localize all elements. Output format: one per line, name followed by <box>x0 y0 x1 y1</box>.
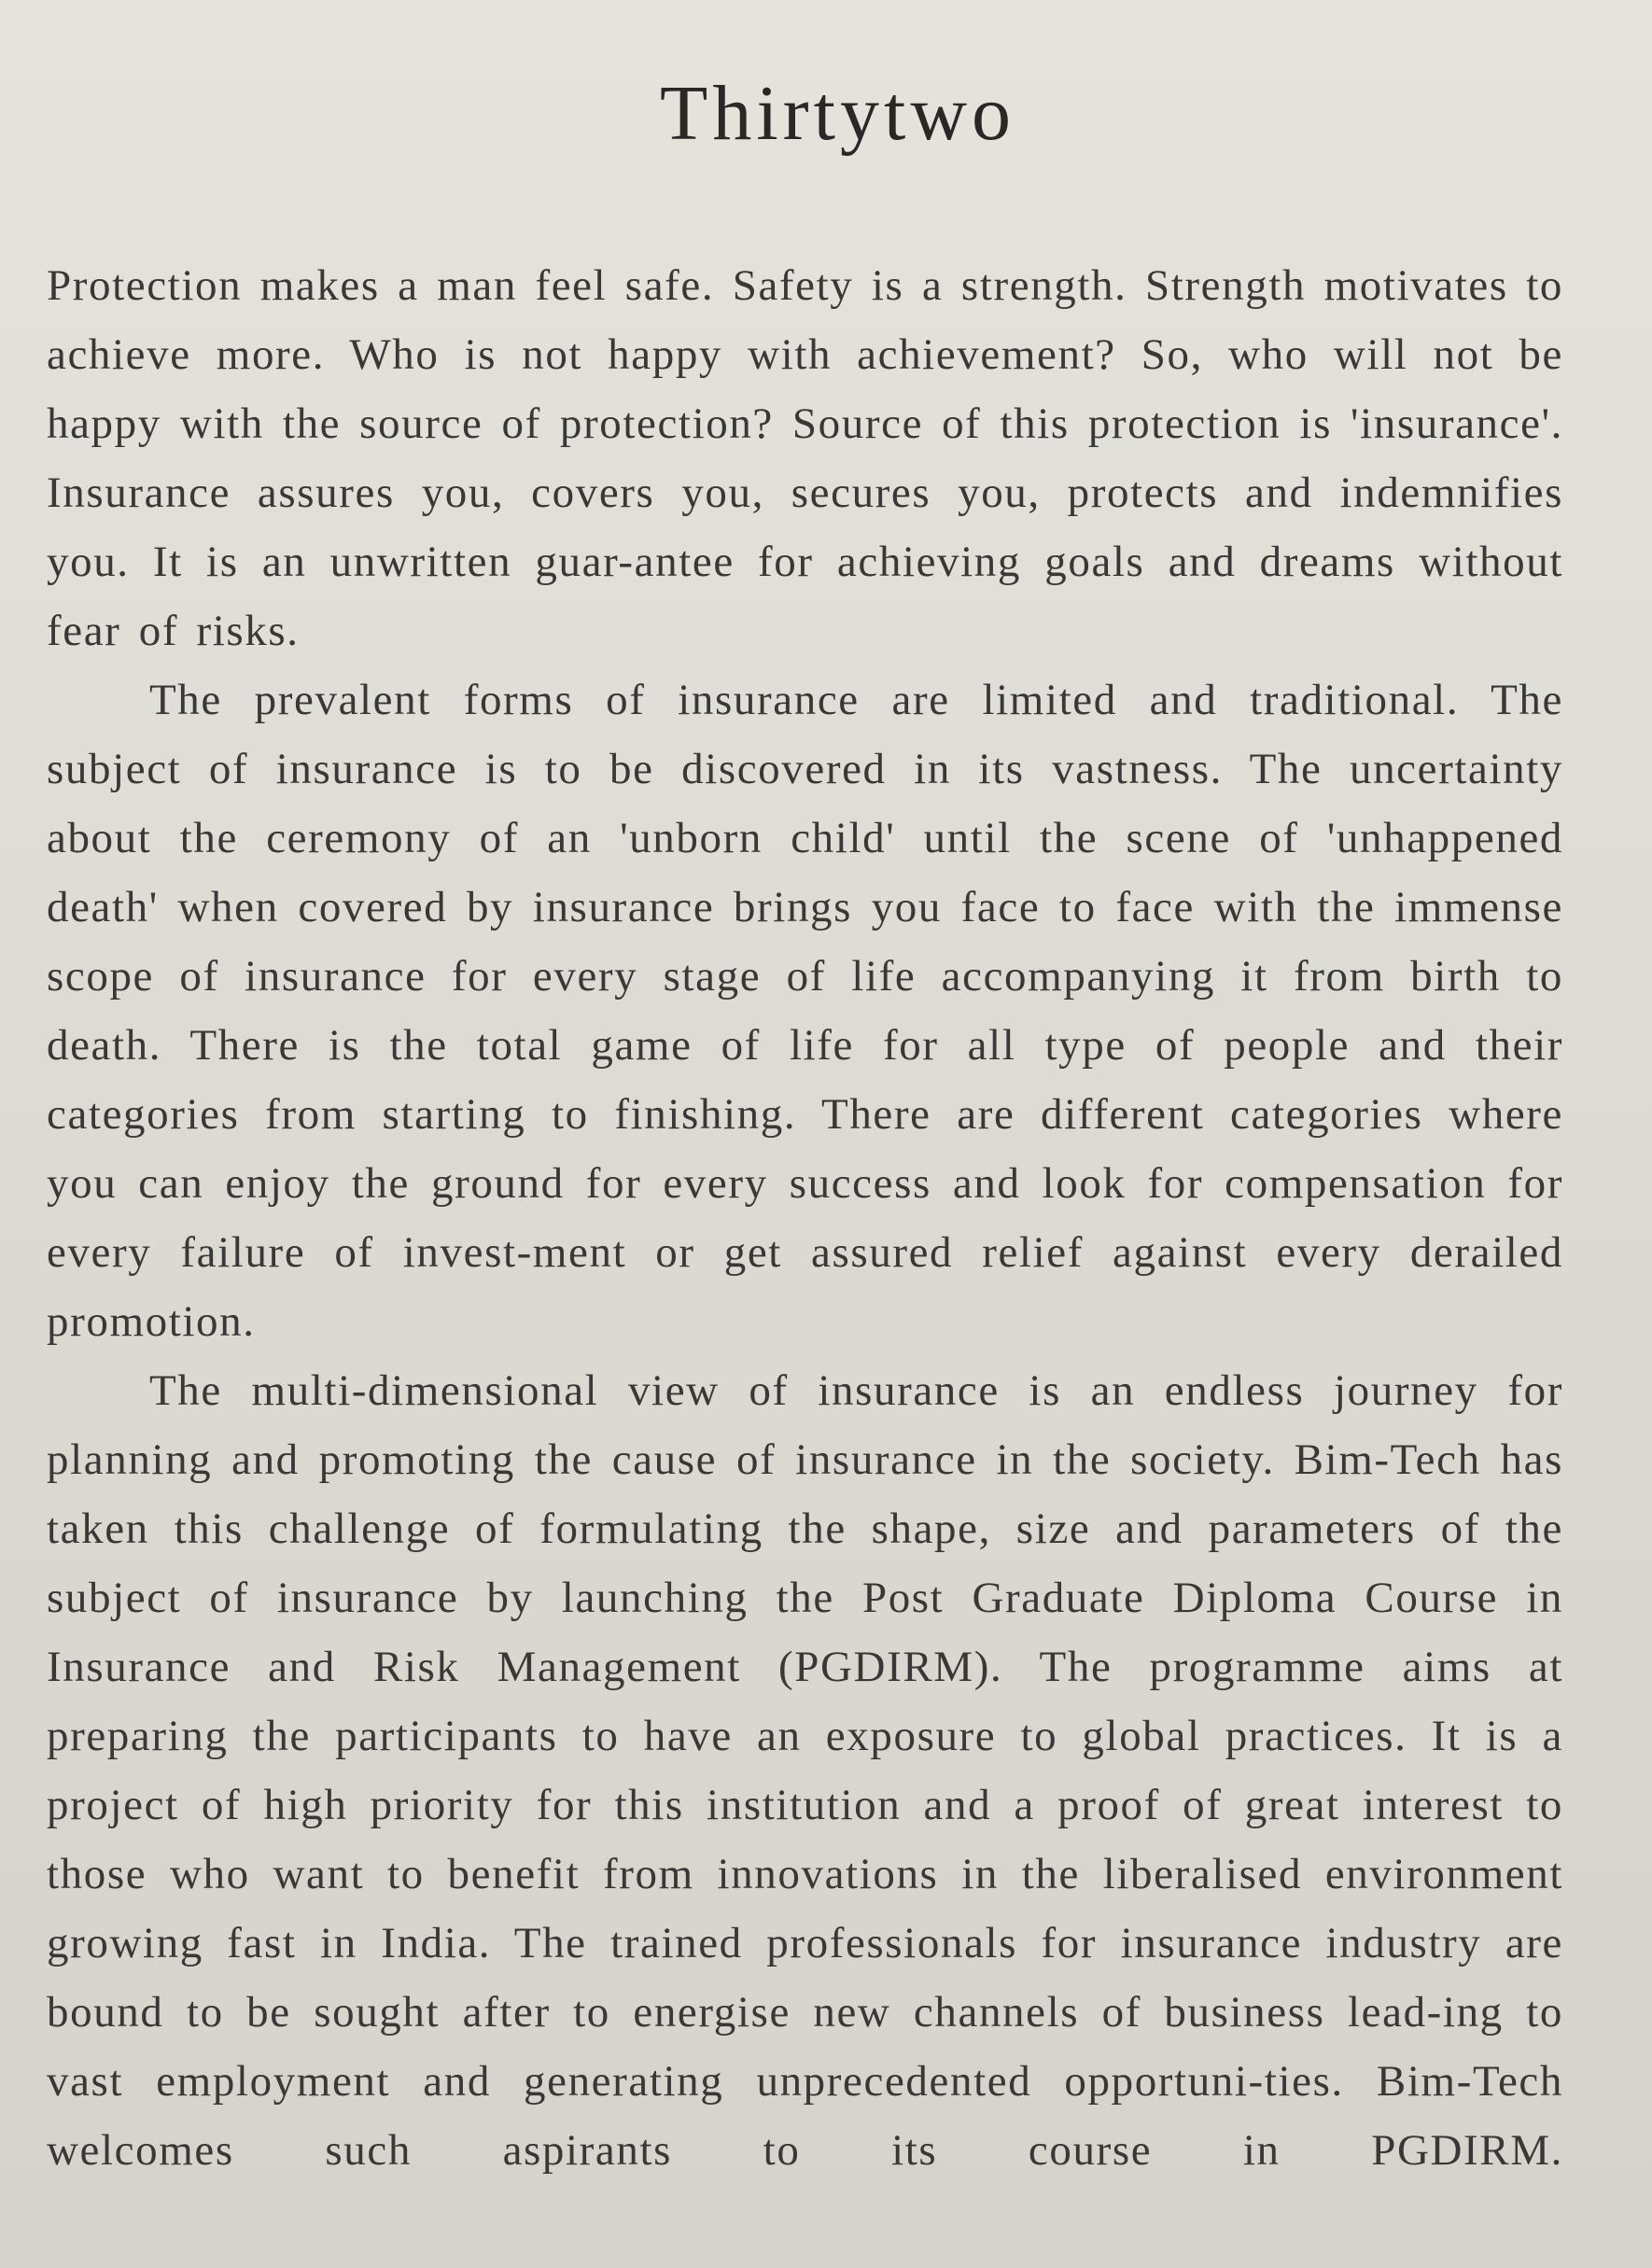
body-text <box>47 251 1563 2185</box>
paragraph-3: The multi-dimensional view of insurance is an endless journey for planning and promoting the cause of insurance in the society. Bim-Tech has taken this challenge of formulating the shape, size and parameters of the subject of insurance by launching the Post Graduate Diploma Course in Insurance and Risk Management (PGDIRM). The programme aims at preparing the participants to have an exposure to global practices. It is a project of high priority for this institution and a proof of great interest to those who want to benefit from innovations in the liberalised environment growing fast in India. The trained professionals for insurance industry are bound to be sought after to energise new channels of business lead-ing to vast employment and generating unprecedented opportuni-ties. Bim-Tech welcomes such aspirants to its course in PGDIRM. <box>47 1366 1563 2175</box>
paragraph-1: Protection makes a man feel safe. Safety is a strength. Strength motivates to achieve more. Who is not happy with achievement? So, who will not be happy with the source of protection? Source of this protection is 'insurance'. Insurance assures you, covers you, secures you, protects and indemnifies you. It is an unwritten guar-antee for achieving goals and dreams without fear of risks. <box>47 261 1563 655</box>
chapter-title: Thirtytwo <box>660 70 1015 157</box>
paragraph-2: The prevalent forms of insurance are limited and traditional. The subject of insurance is to be discovered in its vastness. The uncertainty about the ceremony of an 'unborn child' until the scene of 'unhappened death' when covered by insurance brings you face to face with the immense scope of insurance for every stage of life accompanying it from birth to death. There is the total game of life for all type of people and their categories from starting to finishing. There are different categories where you can enjoy the ground for every success and look for compensation for every failure of invest-ment or get assured relief against every derailed promotion. <box>47 676 1563 1346</box>
